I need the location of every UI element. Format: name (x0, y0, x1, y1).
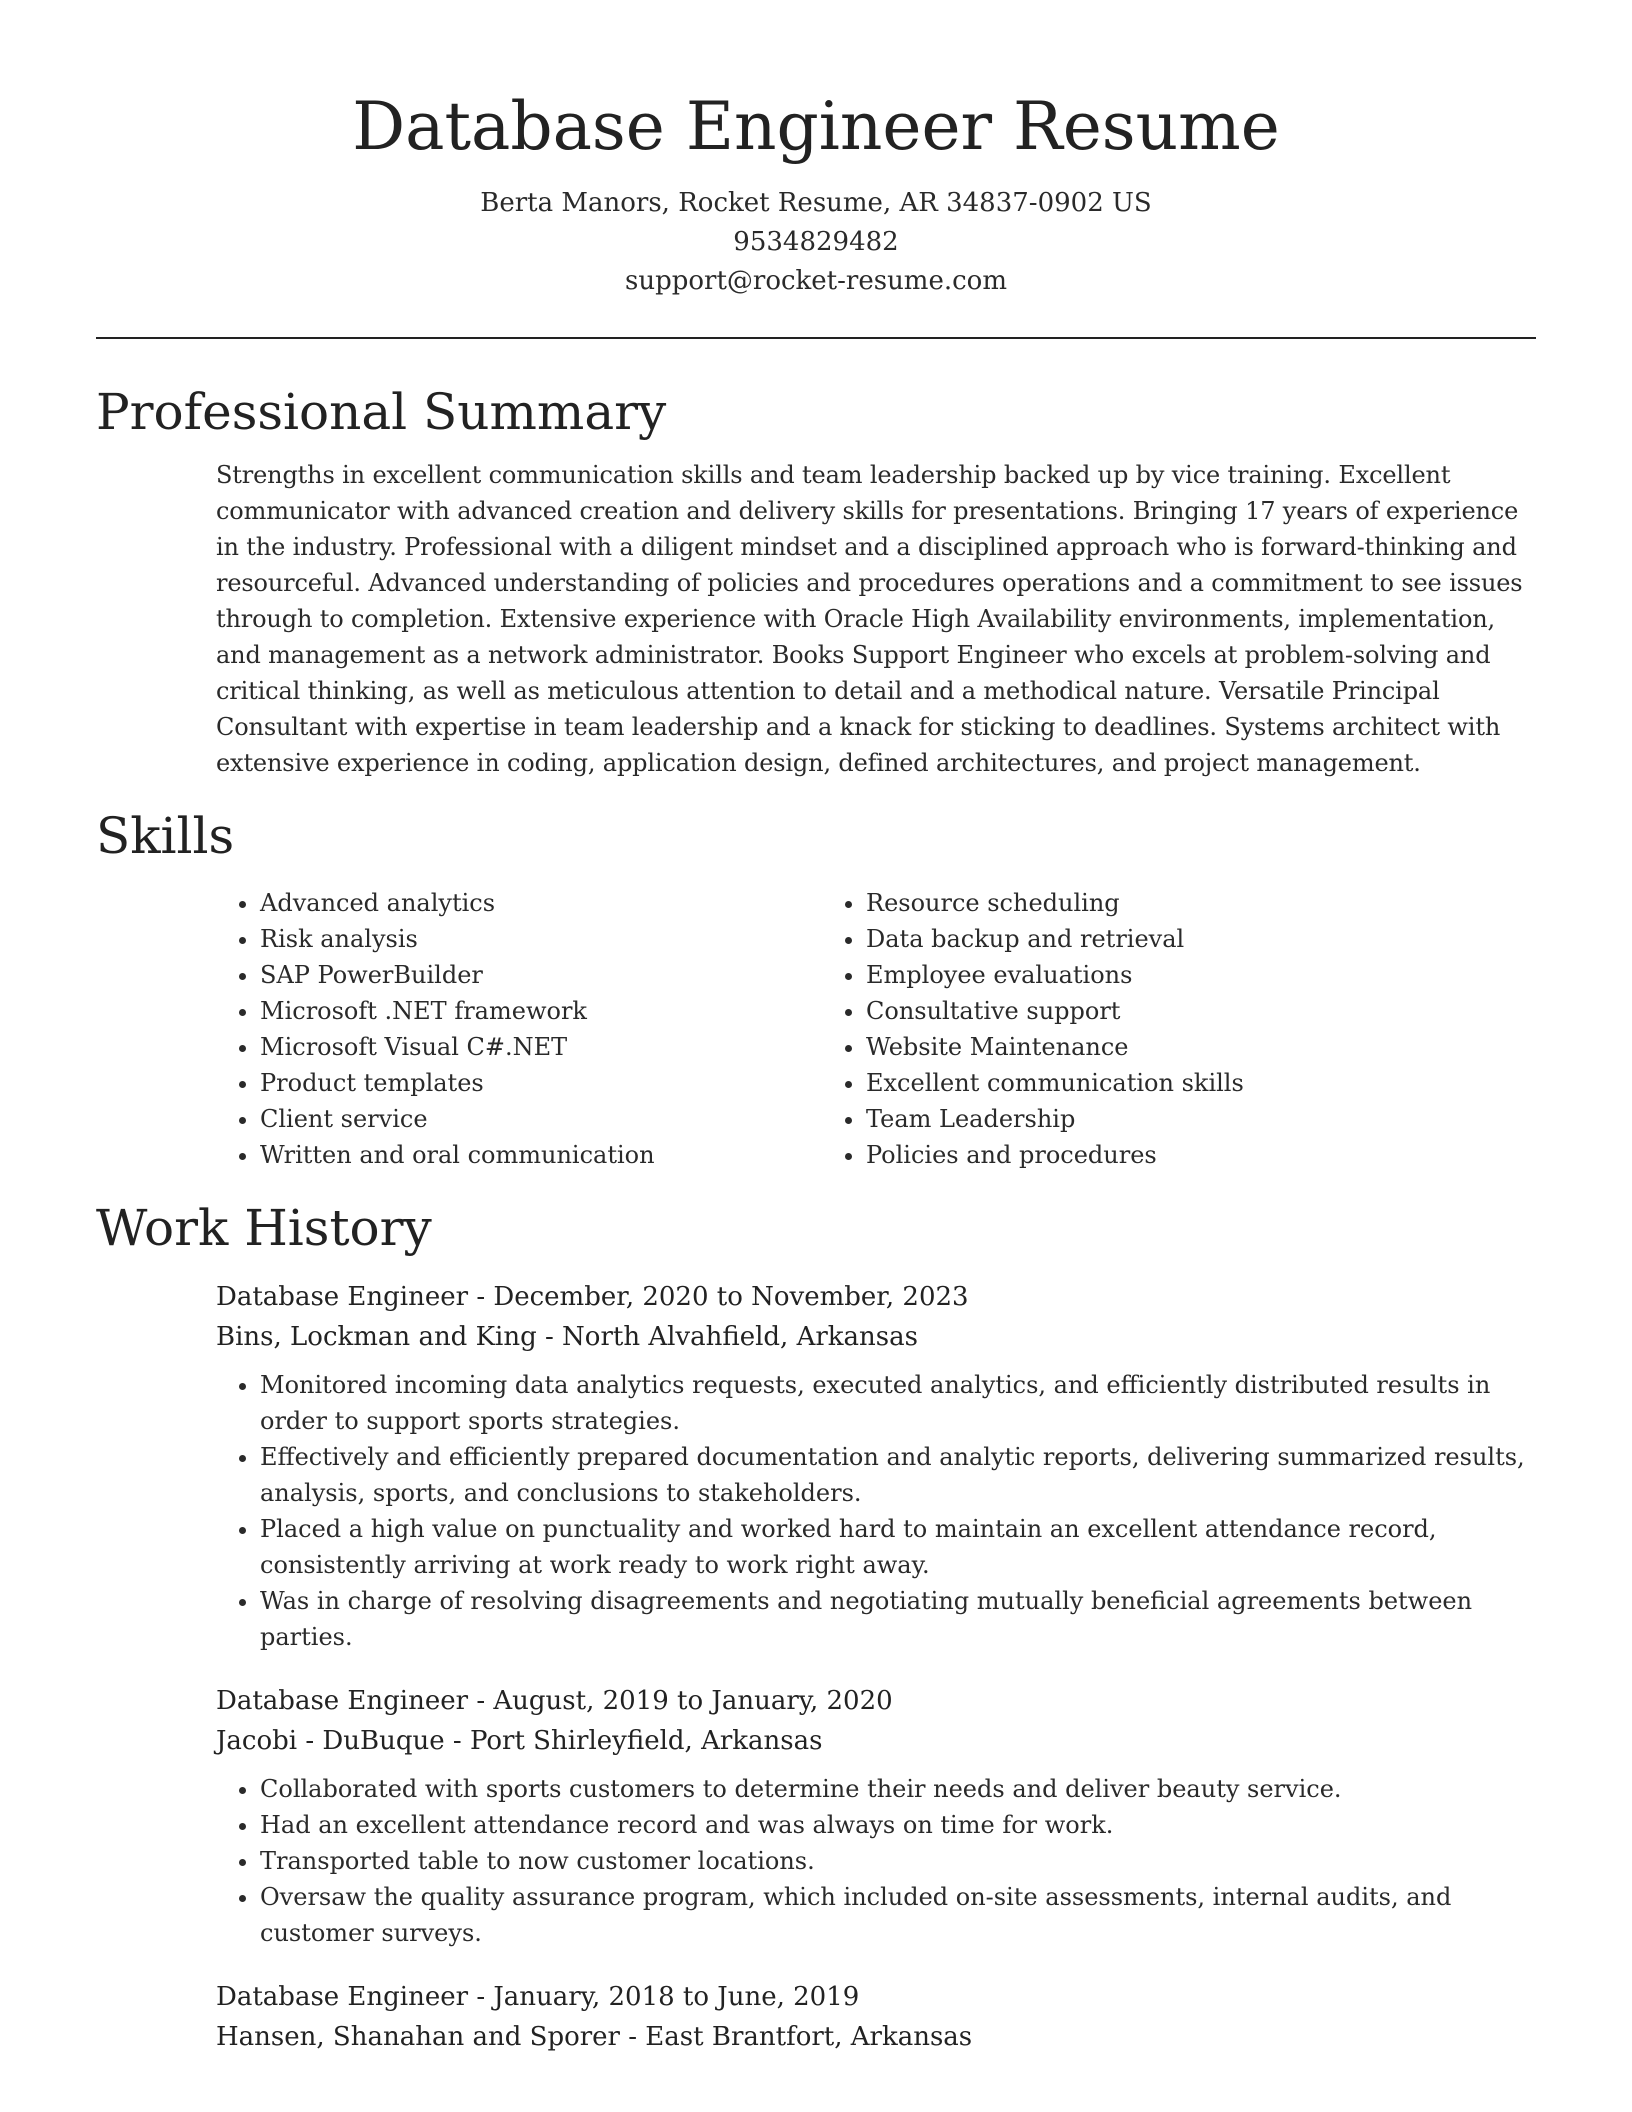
resume-title: Database Engineer Resume (352, 88, 1280, 165)
skills-column-right (822, 885, 1536, 1173)
contact-address: Berta Manors, Rocket Resume, AR 34837-0902 US (480, 188, 1152, 218)
work-history-section (96, 1197, 1536, 2057)
job-bullet: • Had an excellent attendance record and was always on time for work. (260, 1807, 1536, 1843)
job-bullet: • Placed a high value on punctuality and worked hard to maintain an excellent attendance record, consistently arriving at work ready to work right away. (260, 1511, 1536, 1583)
summary-heading: Professional Summary (96, 383, 667, 441)
job-bullet: • Collaborated with sports customers to determine their needs and deliver beauty service. (260, 1771, 1536, 1807)
job-bullets (216, 1771, 1536, 1951)
work-history-heading: Work History (96, 1199, 432, 1257)
resume-header (96, 0, 1536, 301)
skills-heading: Skills (96, 807, 235, 865)
job-bullet: • Was in charge of resolving disagreements and negotiating mutually beneficial agreements between parties. (260, 1583, 1536, 1655)
skill-item: • Data backup and retrieval (866, 921, 1536, 957)
skills-section (96, 805, 1536, 1173)
job-entry (216, 1277, 1536, 1655)
header-divider (96, 337, 1536, 339)
skill-item: • Policies and procedures (866, 1137, 1536, 1173)
skill-item: • Excellent communication skills (866, 1065, 1536, 1101)
skill-item: • Microsoft Visual C#.NET (260, 1029, 822, 1065)
summary-text: Strengths in excellent communication skills and team leadership backed up by vice training. Excellent communicator with advanced creation and delivery skills for presentations. Bringing 17 years of experience in the industry. Professional with a diligent mindset and a disciplined approach who is forward-thinking and resourceful. Advanced understanding of policies and procedures operations and a commitment to see issues through to completion. Extensive experience with Oracle High Availability environments, implementation, and management as a network administrator. Books Support Engineer who excels at problem-solving and critical thinking, as well as meticulous attention to detail and a methodical nature. Versatile Principal Consultant with expertise in team leadership and a knack for sticking to deadlines. Systems architect with extensive experience in coding, application design, defined architectures, and project management. (216, 461, 1523, 777)
job-bullet: • Transported table to now customer locations. (260, 1843, 1536, 1879)
job-company: Bins, Lockman and King - North Alvahfield, Arkansas (216, 1322, 918, 1352)
skills-grid (216, 885, 1536, 1173)
job-bullet: • Effectively and efficiently prepared documentation and analytic reports, delivering summarized results, analysis, sports, and conclusions to stakeholders. (260, 1439, 1536, 1511)
summary-section (96, 381, 1536, 781)
job-title: Database Engineer - December, 2020 to November, 2023 (216, 1282, 969, 1312)
skill-item: • SAP PowerBuilder (260, 957, 822, 993)
job-bullets (216, 1367, 1536, 1655)
skill-item: • Risk analysis (260, 921, 822, 957)
skill-item: • Website Maintenance (866, 1029, 1536, 1065)
skill-item: • Consultative support (866, 993, 1536, 1029)
job-entry (216, 1977, 1536, 2057)
contact-phone: 9534829482 (733, 227, 899, 257)
job-title: Database Engineer - January, 2018 to June, 2019 (216, 1982, 860, 2012)
job-bullet: • Oversaw the quality assurance program, which included on-site assessments, internal audits, and customer surveys. (260, 1879, 1536, 1951)
skill-item: • Client service (260, 1101, 822, 1137)
job-company: Hansen, Shanahan and Sporer - East Brantfort, Arkansas (216, 2022, 973, 2052)
job-company: Jacobi - DuBuque - Port Shirleyfield, Arkansas (216, 1726, 823, 1756)
contact-email: support@rocket-resume.com (624, 266, 1007, 296)
job-title: Database Engineer - August, 2019 to January, 2020 (216, 1686, 893, 1716)
skill-item: • Resource scheduling (866, 885, 1536, 921)
skill-item: • Microsoft .NET framework (260, 993, 822, 1029)
job-bullet: • Monitored incoming data analytics requests, executed analytics, and efficiently distributed results in order to support sports strategies. (260, 1367, 1536, 1439)
skill-item: • Written and oral communication (260, 1137, 822, 1173)
skill-item: • Team Leadership (866, 1101, 1536, 1137)
skills-column-left (216, 885, 822, 1173)
skill-item: • Employee evaluations (866, 957, 1536, 993)
skill-item: • Advanced analytics (260, 885, 822, 921)
job-entry (216, 1681, 1536, 1951)
skill-item: • Product templates (260, 1065, 822, 1101)
